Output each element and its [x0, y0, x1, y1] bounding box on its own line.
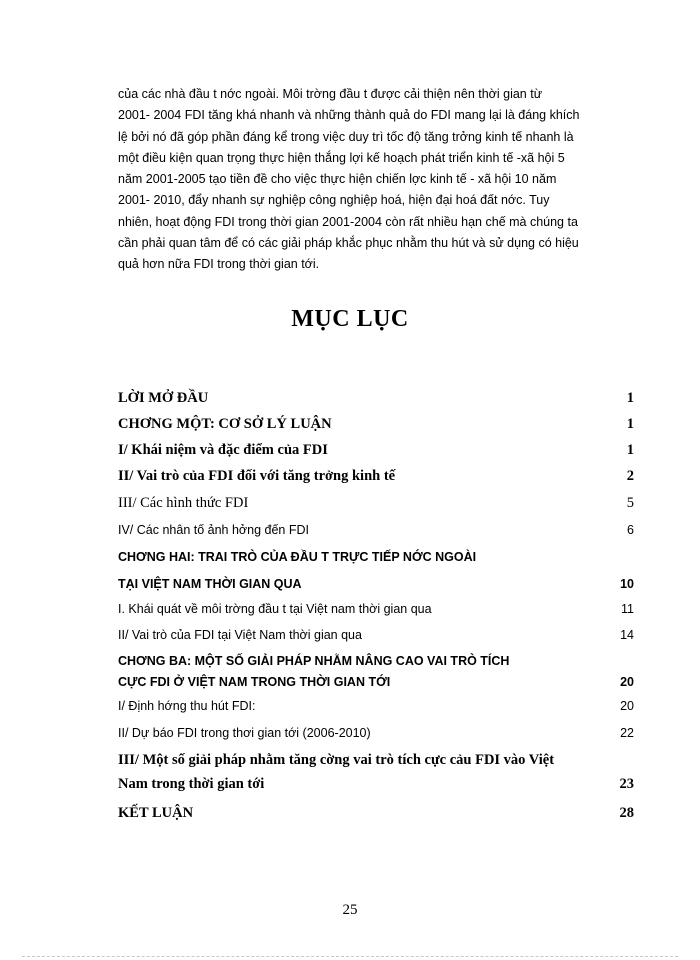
toc-entry[interactable]	[118, 416, 634, 438]
toc-entry[interactable]	[118, 699, 634, 721]
toc-entry[interactable]	[118, 752, 634, 774]
toc-entry-text: I/ Định hớng thu hút FDI:	[118, 699, 256, 713]
toc-entry-text: II/ Vai trò của FDI tại Việt Nam thời gian qua	[118, 628, 362, 642]
toc-entry-page: 11	[621, 602, 634, 616]
toc-entry[interactable]	[118, 776, 634, 798]
toc-entry-text: LỜI MỞ ĐẦU	[118, 390, 209, 406]
toc-entry-text: I. Khái quát về môi trờng đầu t tại Việt nam thời gian qua	[118, 602, 432, 616]
toc-entry-text: II/ Vai trò của FDI đối với tăng trởng kinh tế	[118, 468, 396, 484]
toc-entry[interactable]	[118, 726, 634, 748]
toc-entry-page: 5	[626, 495, 634, 511]
toc-entry-page: 1	[626, 442, 634, 458]
intro-line: năm 2001-2005 tạo tiền đề cho việc thực hiện chiến lợc kinh tế - xã hội 10 năm	[118, 172, 557, 187]
intro-line: một điều kiện quan trọng thực hiện thắng lợi kế hoạch phát triển kinh tế -xã hội 5	[118, 150, 565, 165]
toc-entry[interactable]	[118, 654, 634, 676]
toc-entry-page: 2	[626, 468, 634, 484]
toc-entry[interactable]	[118, 495, 634, 517]
toc-entry-page: 6	[627, 523, 634, 537]
page-bottom-divider	[22, 956, 678, 957]
toc-entry-text: CHƠNG MỘT: CƠ SỞ LÝ LUẬN	[118, 416, 332, 432]
intro-line: 2001- 2010, đẩy nhanh sự nghiệp công nghiệp hoá, hiện đại hoá đất nớc. Tuy	[118, 193, 550, 208]
intro-paragraph	[118, 84, 638, 276]
toc-entry-page: 22	[620, 726, 634, 740]
toc-entry-page: 10	[620, 577, 634, 591]
toc-entry[interactable]	[118, 577, 634, 599]
intro-line: 2001- 2004 FDI tăng khá nhanh và những thành quả do FDI mang lại là đáng khích	[118, 108, 580, 123]
toc-entry[interactable]	[118, 550, 634, 572]
toc-title: MỤC LỤC	[291, 306, 409, 332]
toc-entry[interactable]	[118, 628, 634, 650]
toc-entry-text: CHƠNG BA: MỘT SỐ GIẢI PHÁP NHẰM NÂNG CAO VAI TRÒ TÍCH	[118, 654, 510, 668]
toc-entry[interactable]	[118, 390, 634, 412]
intro-line: nhiên, hoạt động FDI trong thời gian 2001-2004 còn rất nhiều hạn chế mà chúng ta	[118, 214, 578, 229]
intro-line: lệ bởi nó đã góp phần đáng kể trong việc duy trì tốc độ tăng trởng kinh tế nhanh là	[118, 129, 574, 144]
toc-entry-text: III/ Các hình thức FDI	[118, 495, 249, 511]
toc-entry-page: 20	[620, 675, 634, 689]
toc-entry-page: 1	[626, 416, 634, 432]
toc-entry[interactable]	[118, 442, 634, 464]
toc-entry-text: TẠI VIỆT NAM THỜI GIAN QUA	[118, 577, 302, 591]
toc-entry-page: 28	[619, 805, 634, 821]
intro-line: quả hơn nữa FDI trong thời gian tới.	[118, 257, 320, 272]
toc-entry-text: II/ Dự báo FDI trong thơi gian tới (2006-2010)	[118, 726, 371, 740]
toc-entry-text: Nam trong thời gian tới	[118, 776, 265, 792]
toc-entry[interactable]	[118, 675, 634, 697]
toc-entry-page: 23	[619, 776, 634, 792]
toc-entry-text: I/ Khái niệm và đặc điểm của FDI	[118, 442, 328, 458]
page-number: 25	[342, 902, 358, 918]
toc-entry-page: 20	[620, 699, 634, 713]
toc-entry-text: CỰC FDI Ở VIỆT NAM TRONG THỜI GIAN TỚI	[118, 675, 391, 689]
toc-entry-text: IV/ Các nhân tố ảnh hởng đến FDI	[118, 523, 309, 537]
toc-entry-page: 1	[626, 390, 634, 406]
toc-entry-text: CHƠNG HAI: TRAI TRÒ CỦA ĐẦU T TRỰC TIẾP NỚC NGOÀI	[118, 550, 477, 564]
toc-entry[interactable]	[118, 468, 634, 490]
toc-entry-text: KẾT LUẬN	[118, 805, 194, 821]
toc-entry-text: III/ Một số giải pháp nhằm tăng cờng vai trò tích cực cảu FDI vào Việt	[118, 752, 555, 768]
intro-line: cần phải quan tâm để có các giải pháp khắc phục nhằm thu hút và sử dụng có hiệu	[118, 236, 579, 251]
toc-entry[interactable]	[118, 523, 634, 545]
toc-entry[interactable]	[118, 805, 634, 827]
toc-entry-page: 14	[620, 628, 634, 642]
toc-entry[interactable]	[118, 602, 634, 624]
intro-line: của các nhà đầu t nớc ngoài. Môi trờng đầu t được cải thiện nên thời gian từ	[118, 87, 543, 101]
